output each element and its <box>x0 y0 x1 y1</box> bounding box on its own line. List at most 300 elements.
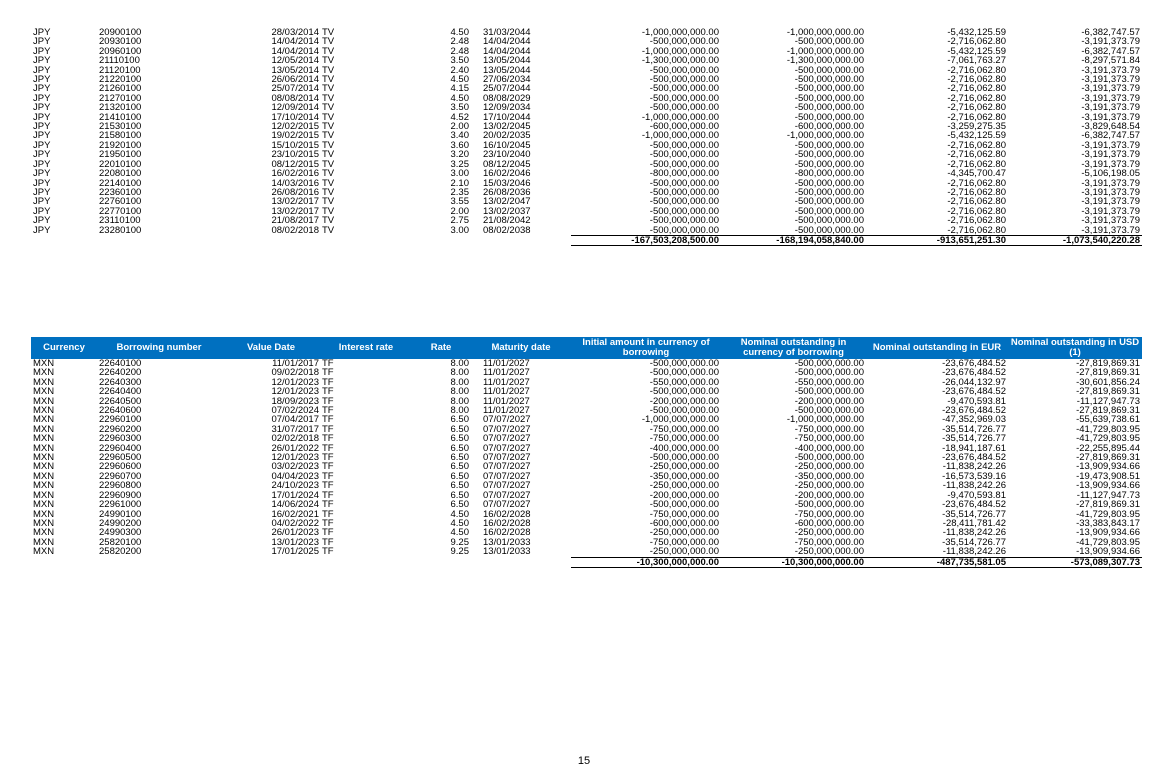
total-cell: -1,073,540,220.28 <box>1008 235 1142 245</box>
table-cell: -500,000,000.00 <box>794 205 864 217</box>
table-cell: -3,191,373.79 <box>1081 215 1140 227</box>
table-cell: -13,909,934.66 <box>1076 480 1140 492</box>
table-cell: 6.50 <box>450 423 469 435</box>
table-cell: 11/01/2027 <box>483 376 530 388</box>
table-cell: 13/01/2023 <box>271 536 319 548</box>
table-cell: -500,000,000.00 <box>649 83 719 95</box>
table-cell: -2,716,062.80 <box>947 36 1006 48</box>
table-cell: MXN <box>33 546 55 558</box>
table-cell: 07/07/2027 <box>483 414 531 426</box>
table-cell: TV <box>322 121 335 133</box>
table-cell: 11/01/2017 <box>272 358 319 369</box>
table-cell: -55,639,738.61 <box>1076 414 1140 426</box>
table-cell: JPY <box>33 224 51 236</box>
table-cell: 22640100 <box>99 358 142 369</box>
table-cell: -3,191,373.79 <box>1081 92 1140 104</box>
table-cell: 21120100 <box>99 64 141 76</box>
table-cell: -22,255,895.44 <box>1076 442 1140 454</box>
table-cell: JPY <box>33 45 51 57</box>
table-cell: 2.40 <box>450 64 469 76</box>
col-header-nominal-outstanding-usd: Nominal outstanding in USD (1) <box>1008 337 1142 359</box>
table-cell: 19/02/2015 <box>271 130 319 142</box>
table-cell: -3,191,373.79 <box>1081 111 1140 123</box>
table-cell: -500,000,000.00 <box>794 149 864 161</box>
table-cell: -550,000,000.00 <box>794 376 864 388</box>
table-cell: 4.50 <box>450 517 469 529</box>
table-cell: TF <box>322 414 334 426</box>
table-cell: 17/01/2025 <box>271 546 319 558</box>
table-cell: 13/02/2045 <box>483 121 531 133</box>
table-cell: -750,000,000.00 <box>649 433 719 445</box>
table-cell: MXN <box>33 452 55 464</box>
table-cell: 07/02/2024 <box>271 405 319 417</box>
table-cell: 16/02/2028 <box>483 527 531 539</box>
table-cell: -500,000,000.00 <box>649 499 719 511</box>
table-cell: 2.00 <box>450 121 469 133</box>
table-cell: JPY <box>33 177 51 189</box>
table-cell: -35,514,726.77 <box>942 433 1006 445</box>
table-cell: -350,000,000.00 <box>649 470 719 482</box>
table-cell: 16/02/2021 <box>271 508 319 520</box>
col-header-currency: Currency <box>31 337 97 359</box>
table-cell: -13,909,934.66 <box>1076 461 1140 473</box>
table-cell: 18/09/2023 <box>271 395 319 407</box>
table-cell: TF <box>322 452 334 464</box>
table-cell: 21220100 <box>99 74 142 86</box>
table-cell: MXN <box>33 536 55 548</box>
table-cell: MXN <box>33 480 55 492</box>
total-cell: -10,300,000,000.00 <box>571 557 721 567</box>
table-cell: 3.20 <box>450 149 469 161</box>
table-cell: -750,000,000.00 <box>794 536 864 548</box>
table-cell: TF <box>322 442 334 454</box>
table-cell: MXN <box>33 405 55 417</box>
table-cell: 22640500 <box>99 395 142 407</box>
table-cell: -1,000,000,000.00 <box>786 414 864 426</box>
table-cell: -27,819,869.31 <box>1076 386 1140 398</box>
table-cell: -500,000,000.00 <box>649 177 719 189</box>
table-cell: 3.00 <box>450 224 469 236</box>
table-cell: 24990300 <box>99 527 142 539</box>
table-cell: TV <box>322 168 335 180</box>
table-cell: 23/10/2015 <box>271 149 319 161</box>
table-cell: 21580100 <box>99 130 142 142</box>
table-cell: -500,000,000.00 <box>649 358 719 369</box>
table-cell: 21920100 <box>99 139 142 151</box>
table-cell: 6.50 <box>450 480 469 492</box>
table-cell: -9,470,593.81 <box>947 395 1006 407</box>
table-cell: -11,127,947.73 <box>1076 395 1140 407</box>
table-cell: -1,000,000,000.00 <box>786 130 864 142</box>
table-cell: 3.60 <box>450 139 469 151</box>
table-cell: 24990200 <box>99 517 142 529</box>
table-cell: -550,000,000.00 <box>649 376 719 388</box>
table-cell: 11/01/2027 <box>483 367 530 379</box>
table-cell: 12/01/2023 <box>271 376 319 388</box>
table-cell: -5,432,125.59 <box>947 27 1006 38</box>
table-cell: TV <box>322 27 335 38</box>
table-cell: -47,352,969.03 <box>942 414 1006 426</box>
table-cell: 22640300 <box>99 376 142 388</box>
table-cell: -750,000,000.00 <box>649 423 719 435</box>
table-cell: 08/02/2038 <box>483 224 531 236</box>
table-cell: -500,000,000.00 <box>794 102 864 114</box>
table-cell: TV <box>322 224 335 236</box>
table-cell: 22960700 <box>99 470 142 482</box>
table-cell: 20960100 <box>99 45 142 57</box>
col-header-maturity-date: Maturity date <box>471 337 571 359</box>
table-cell: MXN <box>33 358 55 369</box>
table-cell: 16/02/2028 <box>483 508 531 520</box>
table-cell: -5,432,125.59 <box>947 45 1006 57</box>
table-cell: 07/07/2027 <box>483 461 531 473</box>
table-cell: JPY <box>33 149 51 161</box>
table-cell: 28/03/2014 <box>271 27 319 38</box>
table-cell: -500,000,000.00 <box>649 224 719 236</box>
table-cell: 07/07/2027 <box>483 499 531 511</box>
table-cell: 07/07/2027 <box>483 423 531 435</box>
table-cell: 25820100 <box>99 536 142 548</box>
table-cell: 20/02/2035 <box>483 130 531 142</box>
table-cell: TF <box>322 367 334 379</box>
table-cell: -500,000,000.00 <box>794 215 864 227</box>
table-cell: -27,819,869.31 <box>1076 367 1140 379</box>
table-cell: 13/05/2014 <box>271 64 319 76</box>
table-cell: 12/05/2014 <box>271 55 319 67</box>
table-cell: -500,000,000.00 <box>794 186 864 198</box>
table-cell: 13/02/2037 <box>483 205 531 217</box>
table-cell: 08/08/2029 <box>483 92 531 104</box>
table-cell: 12/02/2015 <box>271 121 319 133</box>
table-cell: -7,061,763.27 <box>947 55 1006 67</box>
table-cell: 6.50 <box>450 461 469 473</box>
table-cell: JPY <box>33 83 51 95</box>
table-cell: 8.00 <box>450 376 469 388</box>
table-cell: TF <box>322 489 334 501</box>
table-cell: -2,716,062.80 <box>947 83 1006 95</box>
table-cell: 14/06/2024 <box>271 499 319 511</box>
table-cell: TF <box>322 536 334 548</box>
table-cell: TF <box>322 395 334 407</box>
table-cell: TV <box>322 186 335 198</box>
table-cell: JPY <box>33 215 51 227</box>
table-cell: -2,716,062.80 <box>947 205 1006 217</box>
table-cell: 13/05/2044 <box>483 55 531 67</box>
table-cell: -13,909,934.66 <box>1076 546 1140 558</box>
table-cell: 2.00 <box>450 205 469 217</box>
table-cell: 8.00 <box>450 405 469 417</box>
total-cell: -573,089,307.73 <box>1008 557 1142 567</box>
table-cell: 24/10/2023 <box>271 480 319 492</box>
table-cell: TF <box>322 470 334 482</box>
table-cell: -250,000,000.00 <box>794 461 864 473</box>
table-cell: 26/08/2036 <box>483 186 531 198</box>
table-cell: 22960100 <box>99 414 142 426</box>
table-cell: 3.00 <box>450 168 469 180</box>
table-cell: -27,819,869.31 <box>1076 452 1140 464</box>
table-cell: MXN <box>33 367 55 379</box>
table-cell: 2.35 <box>450 186 469 198</box>
table-cell: 25820200 <box>99 546 142 558</box>
table-cell: 2.48 <box>450 36 469 48</box>
table-cell: 07/07/2027 <box>483 442 531 454</box>
table-cell: -2,716,062.80 <box>947 224 1006 236</box>
table-cell: 23280100 <box>99 224 142 236</box>
table-cell: TV <box>322 215 335 227</box>
table-cell: TV <box>322 139 335 151</box>
table-cell: 2.10 <box>450 177 469 189</box>
table-cell: 17/10/2014 <box>271 111 319 123</box>
table-cell: -3,191,373.79 <box>1081 205 1140 217</box>
table-cell: MXN <box>33 461 55 473</box>
table-cell: 22360100 <box>99 186 142 198</box>
table-cell: MXN <box>33 489 55 501</box>
table-cell: 6.50 <box>450 414 469 426</box>
table-cell: 3.40 <box>450 130 469 142</box>
table-cell: TF <box>322 461 334 473</box>
table-cell: -3,191,373.79 <box>1081 64 1140 76</box>
table-cell: -2,716,062.80 <box>947 215 1006 227</box>
table-cell: -400,000,000.00 <box>794 442 864 454</box>
table-cell: -1,000,000,000.00 <box>786 27 864 38</box>
table-cell: -28,411,781.42 <box>942 517 1006 529</box>
table-cell: 22140100 <box>99 177 142 189</box>
table-cell: 12/01/2023 <box>271 386 319 398</box>
table-cell: -750,000,000.00 <box>649 536 719 548</box>
table-cell: -3,191,373.79 <box>1081 186 1140 198</box>
table-cell: -1,000,000,000.00 <box>641 130 719 142</box>
table-cell: 3.55 <box>450 196 469 208</box>
table-cell: 21270100 <box>99 92 142 104</box>
table-cell: 21110100 <box>99 55 140 67</box>
table-cell: MXN <box>33 527 55 539</box>
table-cell: 12/01/2023 <box>271 452 319 464</box>
table-cell: -2,716,062.80 <box>947 149 1006 161</box>
table-cell: -500,000,000.00 <box>649 64 719 76</box>
table-cell: 13/05/2044 <box>483 64 531 76</box>
table-cell: 31/03/2044 <box>483 27 531 38</box>
table-cell: -200,000,000.00 <box>649 489 719 501</box>
table-cell: -2,716,062.80 <box>947 158 1006 170</box>
table-cell: -500,000,000.00 <box>649 149 719 161</box>
table-cell: 2.75 <box>450 215 469 227</box>
table-cell: 07/07/2027 <box>483 489 531 501</box>
table-cell: -1,000,000,000.00 <box>641 414 719 426</box>
table-cell: -500,000,000.00 <box>794 196 864 208</box>
table-cell: -250,000,000.00 <box>649 461 719 473</box>
table-cell: -1,000,000,000.00 <box>786 45 864 57</box>
table-cell: 22760100 <box>99 196 142 208</box>
table-cell: 07/04/2017 <box>271 414 319 426</box>
table-cell: -3,191,373.79 <box>1081 177 1140 189</box>
table-cell: -1,000,000,000.00 <box>641 45 719 57</box>
table-cell: -500,000,000.00 <box>794 358 864 369</box>
table-cell: TV <box>322 83 335 95</box>
table-cell: 4.50 <box>450 527 469 539</box>
table-cell: -500,000,000.00 <box>649 205 719 217</box>
table-cell: -23,676,484.52 <box>942 358 1006 369</box>
table-cell: -500,000,000.00 <box>794 83 864 95</box>
table-cell: 3.50 <box>450 102 469 114</box>
table-cell: TF <box>322 376 334 388</box>
table-cell: 15/03/2046 <box>483 177 531 189</box>
table-cell: 08/12/2045 <box>483 158 531 170</box>
table-cell: -8,297,571.84 <box>1081 55 1140 67</box>
table-cell: -500,000,000.00 <box>794 177 864 189</box>
table-row <box>31 547 1142 557</box>
table-cell: -600,000,000.00 <box>794 517 864 529</box>
table-cell: 22640200 <box>99 367 142 379</box>
table-cell: 07/07/2027 <box>483 470 531 482</box>
table-cell: -26,044,132.97 <box>942 376 1006 388</box>
table-cell: 21950100 <box>99 149 142 161</box>
table-cell: TV <box>322 149 335 161</box>
table-cell: -500,000,000.00 <box>794 452 864 464</box>
table-cell: TV <box>322 177 335 189</box>
table-cell: 14/04/2044 <box>483 36 531 48</box>
table-cell: 21530100 <box>99 121 142 133</box>
table-cell: -600,000,000.00 <box>649 121 719 133</box>
table-cell: 08/08/2014 <box>271 92 319 104</box>
table-cell: 4.15 <box>450 83 469 95</box>
table-cell: 22770100 <box>99 205 142 217</box>
table-cell: -2,716,062.80 <box>947 64 1006 76</box>
table-cell: -250,000,000.00 <box>794 480 864 492</box>
table-cell: TF <box>322 480 334 492</box>
table-cell: TV <box>322 130 335 142</box>
table-cell: -3,191,373.79 <box>1081 102 1140 114</box>
table-cell: TV <box>322 64 335 76</box>
table-cell: -350,000,000.00 <box>794 470 864 482</box>
table-cell: 04/04/2023 <box>271 470 319 482</box>
table-cell: 8.00 <box>450 358 469 369</box>
table-cell: -500,000,000.00 <box>794 224 864 236</box>
table-cell: 11/01/2027 <box>483 358 530 369</box>
table-cell: -500,000,000.00 <box>794 139 864 151</box>
table-cell: 09/02/2018 <box>271 367 319 379</box>
table-cell: TV <box>322 196 335 208</box>
table-cell: -500,000,000.00 <box>649 405 719 417</box>
table-cell: 4.50 <box>450 508 469 520</box>
table-cell: 22960300 <box>99 433 142 445</box>
table-cell: 6.50 <box>450 489 469 501</box>
table-cell: -1,300,000,000.00 <box>786 55 864 67</box>
table-cell: 21/08/2017 <box>271 215 319 227</box>
table-cell: -250,000,000.00 <box>649 480 719 492</box>
table-cell: JPY <box>33 27 51 38</box>
table-cell: -500,000,000.00 <box>794 386 864 398</box>
table-cell: -500,000,000.00 <box>649 367 719 379</box>
table-cell: 07/07/2027 <box>483 452 531 464</box>
table-cell: -3,259,275.35 <box>947 121 1006 133</box>
table-cell: -5,106,198.05 <box>1081 168 1140 180</box>
table-cell: 26/06/2014 <box>271 74 319 86</box>
table-cell: -500,000,000.00 <box>649 186 719 198</box>
table-cell: 17/10/2044 <box>483 111 531 123</box>
table-cell: 8.00 <box>450 367 469 379</box>
total-cell: -168,194,058,840.00 <box>721 235 866 245</box>
total-cell: -167,503,208,500.00 <box>571 235 721 245</box>
table-cell: JPY <box>33 196 51 208</box>
mxn-borrowings-table <box>31 337 1142 568</box>
table-cell: -200,000,000.00 <box>794 395 864 407</box>
table-cell: 6.50 <box>450 442 469 454</box>
table-cell: -250,000,000.00 <box>649 546 719 558</box>
table-cell: MXN <box>33 499 55 511</box>
col-header-initial-amount: Initial amount in currency of borrowing <box>571 337 721 359</box>
table-cell: 25/07/2044 <box>483 83 531 95</box>
table-cell: -800,000,000.00 <box>649 168 719 180</box>
table-cell: -500,000,000.00 <box>649 158 719 170</box>
table-cell: JPY <box>33 121 51 133</box>
table-cell: -1,300,000,000.00 <box>641 55 719 67</box>
table-cell: -3,191,373.79 <box>1081 158 1140 170</box>
table-cell: 22960600 <box>99 461 142 473</box>
table-row <box>31 226 1142 236</box>
table-cell: 26/01/2023 <box>271 527 319 539</box>
table-cell: 6.50 <box>450 470 469 482</box>
table-cell: MXN <box>33 386 55 398</box>
table-cell: 14/04/2014 <box>271 36 319 48</box>
table-cell: JPY <box>33 130 51 142</box>
table-cell: -11,838,242.26 <box>942 461 1006 473</box>
table-cell: JPY <box>33 102 51 114</box>
table-cell: -600,000,000.00 <box>794 121 864 133</box>
table-cell: 21410100 <box>99 111 142 123</box>
table-cell: 20900100 <box>99 27 142 38</box>
table-cell: -6,382,747.57 <box>1081 27 1140 38</box>
table-cell: 23110100 <box>99 215 141 227</box>
table-cell: TV <box>322 158 335 170</box>
table-cell: MXN <box>33 470 55 482</box>
table-cell: -27,819,869.31 <box>1076 499 1140 511</box>
table-cell: 12/09/2014 <box>271 102 319 114</box>
table-cell: -9,470,593.81 <box>947 489 1006 501</box>
table-cell: 24990100 <box>99 508 142 520</box>
table-cell: -500,000,000.00 <box>649 139 719 151</box>
table-cell: 13/02/2017 <box>271 196 319 208</box>
table-cell: 3.25 <box>450 158 469 170</box>
table-cell: TV <box>322 45 335 57</box>
table-cell: -2,716,062.80 <box>947 92 1006 104</box>
table-cell: -1,000,000,000.00 <box>641 111 719 123</box>
totals-row <box>31 557 1142 567</box>
table-cell: MXN <box>33 442 55 454</box>
table-cell: 22960900 <box>99 489 142 501</box>
table-cell: -6,382,747.57 <box>1081 45 1140 57</box>
table-cell: TV <box>322 205 335 217</box>
table-cell: JPY <box>33 64 51 76</box>
table-cell: -400,000,000.00 <box>649 442 719 454</box>
table-cell: 07/07/2027 <box>483 480 531 492</box>
table-cell: 22961000 <box>99 499 142 511</box>
total-cell: -10,300,000,000.00 <box>721 557 866 567</box>
table-cell: -3,191,373.79 <box>1081 36 1140 48</box>
table-cell: 17/01/2024 <box>271 489 319 501</box>
table-cell: 22960800 <box>99 480 142 492</box>
table-cell: -500,000,000.00 <box>794 64 864 76</box>
table-cell: 21/08/2042 <box>483 215 531 227</box>
table-cell: -3,191,373.79 <box>1081 196 1140 208</box>
table-cell: -750,000,000.00 <box>794 433 864 445</box>
table-cell: 22960400 <box>99 442 142 454</box>
table-cell: JPY <box>33 111 51 123</box>
table-cell: -19,473,908.51 <box>1076 470 1140 482</box>
table-cell: -18,941,187.61 <box>942 442 1006 454</box>
table-cell: -800,000,000.00 <box>794 168 864 180</box>
table-cell: -4,345,700.47 <box>947 168 1006 180</box>
table-cell: -500,000,000.00 <box>794 158 864 170</box>
